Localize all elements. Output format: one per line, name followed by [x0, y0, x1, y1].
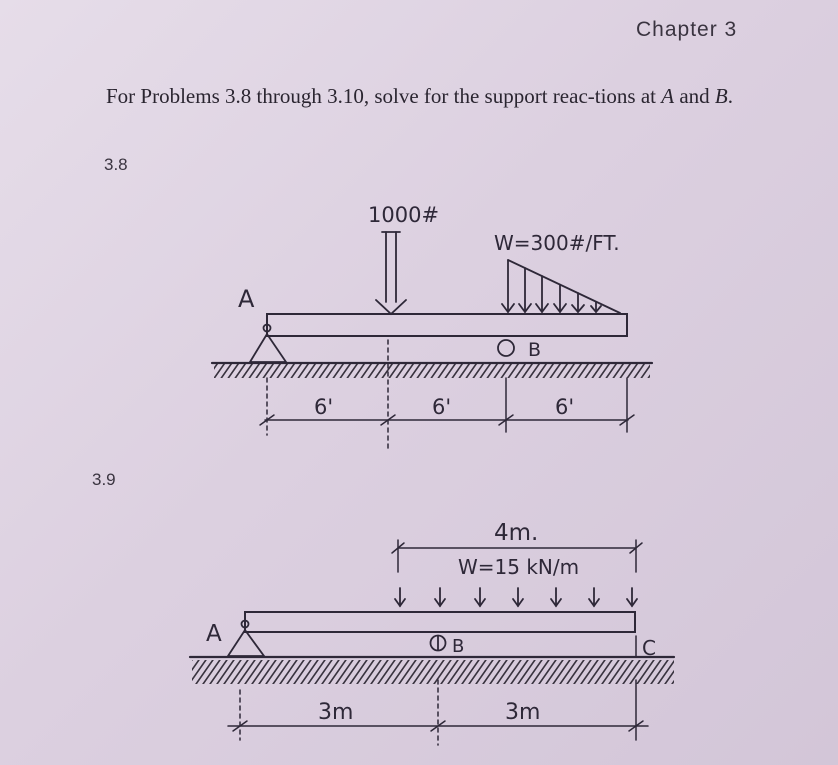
intro-support-b: B — [714, 84, 728, 108]
problem-3-8-labels — [238, 203, 620, 419]
chapter-heading: Chapter 3 — [636, 18, 738, 41]
beam — [245, 612, 635, 632]
ground-hatch — [192, 660, 674, 684]
label-support-a: A — [206, 621, 222, 647]
label-load-length: 4m. — [494, 520, 539, 546]
intro-text-end: . — [727, 84, 733, 108]
problem-3-8-number: 3.8 — [104, 155, 128, 174]
label-distributed-load: W=15 kN/m — [458, 555, 580, 579]
label-span-1: 6' — [314, 395, 334, 419]
intro-support-a: A — [661, 84, 675, 108]
problem-3-9-labels — [206, 520, 656, 725]
dimension-lines — [228, 680, 648, 745]
ground-hatch — [214, 364, 650, 378]
pin-support-a — [228, 630, 264, 656]
point-load-arrow — [376, 232, 406, 314]
label-point-load: 1000# — [368, 203, 440, 227]
label-support-b: B — [452, 636, 465, 657]
label-support-a: A — [238, 285, 255, 313]
intro-text-start: For Problems 3.8 through 3.10, solve for the support reac-tions at — [106, 84, 662, 108]
distributed-load-arrows — [395, 588, 637, 606]
pin-support-a — [250, 334, 286, 362]
intro-text-mid: and — [674, 84, 715, 108]
label-span-1: 3m — [318, 700, 354, 725]
label-span-3: 6' — [555, 395, 575, 419]
label-end-c: C — [642, 636, 656, 660]
label-support-b: B — [528, 339, 542, 361]
problem-3-9-figure — [190, 540, 674, 745]
roller-support-b — [498, 340, 514, 356]
dimension-lines — [260, 340, 634, 448]
label-span-2: 3m — [505, 700, 541, 725]
distributed-load-arrows — [502, 260, 620, 313]
label-span-2: 6' — [432, 395, 452, 419]
problem-3-9-number: 3.9 — [92, 470, 116, 489]
beam — [267, 314, 627, 336]
label-distributed-load: W=300#/FT. — [494, 231, 620, 255]
